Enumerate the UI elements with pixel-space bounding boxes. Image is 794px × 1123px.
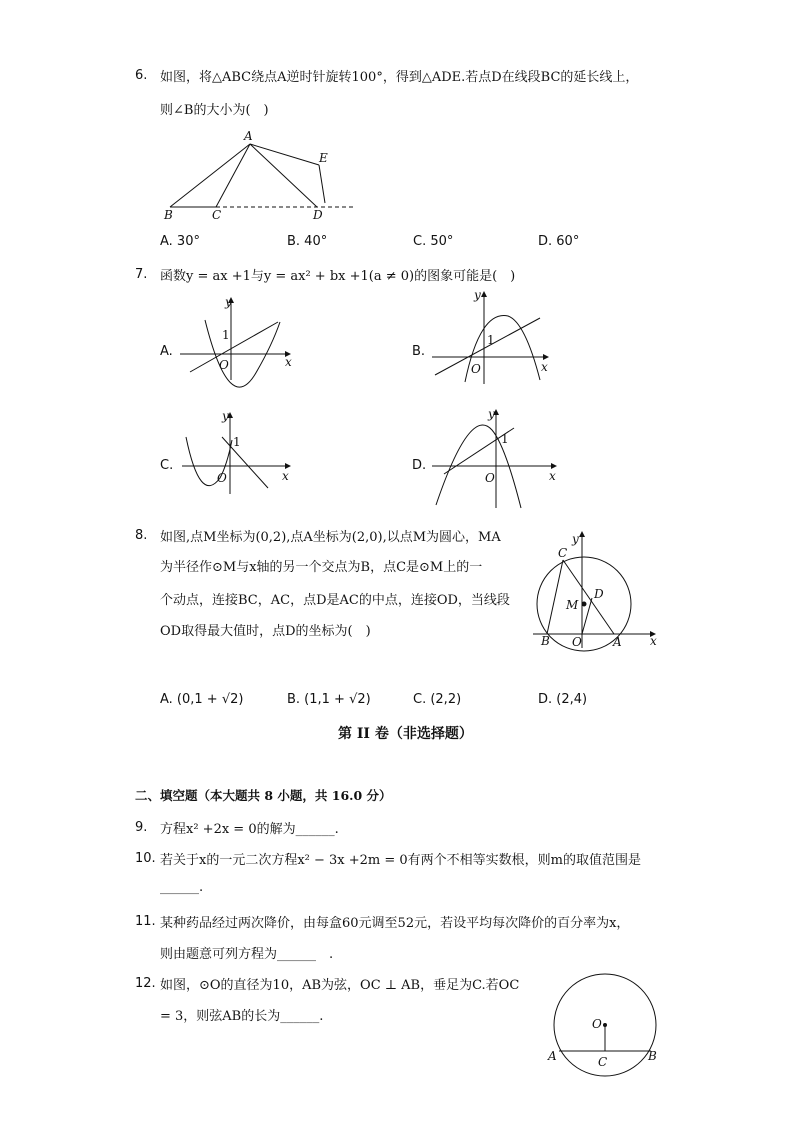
q6-option-d[interactable]: D. 60° (538, 234, 580, 249)
q12-line2[interactable]: = 3，则弦AB的长为______. (160, 1009, 324, 1024)
q8-label-M: M (566, 598, 579, 612)
q10-number: 10. (135, 851, 156, 866)
part2-title: 第 II 卷（非选择题） (338, 726, 473, 742)
q6-line2: 则∠B的大小为( ) (160, 103, 269, 118)
q11-line2[interactable]: 则由题意可列方程为______ . (160, 947, 334, 962)
q7b-one: 1 (487, 333, 495, 347)
q7-text: 函数y = ax +1与y = ax² + bx +1(a ≠ 0)的图象可能是( ) (160, 269, 516, 284)
q7d-x: x (549, 469, 556, 483)
section2-title: 二、填空题（本大题共 8 小题，共 16.0 分） (135, 788, 392, 803)
q7-option-d[interactable]: D. (412, 458, 427, 473)
q12-label-O: O (592, 1017, 602, 1031)
q7d-o: O (485, 471, 495, 485)
q7a-x: x (285, 355, 292, 369)
q12-label-B: B (648, 1049, 657, 1063)
q7c-y: y (222, 409, 229, 423)
q7d-y: y (488, 407, 495, 421)
q7a-o: O (219, 358, 229, 372)
q8-line2: 为半径作⊙M与x轴的另一个交点为B，点C是⊙M上的一 (160, 560, 483, 575)
q7b-x: x (541, 360, 548, 374)
q8-line3: 个动点，连接BC，AC，点D是AC的中点，连接OD，当线段 (160, 593, 510, 608)
q9-number: 9. (135, 820, 148, 835)
q6-label-D: D (313, 208, 323, 222)
q7b-o: O (471, 362, 481, 376)
q6-label-A: A (244, 129, 253, 143)
q7c-x: x (282, 469, 289, 483)
q8-label-O: O (572, 635, 582, 649)
q7-option-a[interactable]: A. (160, 344, 173, 359)
q7c-one: 1 (233, 435, 241, 449)
q7a-y: y (225, 295, 232, 309)
q12-line1: 如图，⊙O的直径为10，AB为弦，OC ⊥ AB，垂足为C.若OC (160, 978, 520, 993)
q7-option-b[interactable]: B. (412, 344, 426, 359)
q6-number: 6. (135, 68, 148, 83)
q7b-y: y (474, 288, 481, 302)
q12-label-A: A (548, 1049, 557, 1063)
q8-label-C: C (558, 546, 568, 560)
q6-line1: 如图，将△ABC绕点A逆时针旋转100°，得到△ADE.若点D在线段BC的延长线上， (160, 70, 639, 85)
q10-line1: 若关于x的一元二次方程x² − 3x +2m = 0有两个不相等实数根，则m的取值范围是 (160, 853, 642, 868)
q12-number: 12. (135, 976, 156, 991)
q12-label-C: C (598, 1055, 608, 1069)
q8-label-x: x (650, 634, 657, 648)
q8-number: 8. (135, 528, 148, 543)
q8-label-B: B (541, 634, 550, 648)
q7a-one: 1 (222, 328, 230, 342)
q8-option-a[interactable]: A. (0,1 + √2) (160, 692, 244, 707)
q6-option-c[interactable]: C. 50° (413, 234, 454, 249)
q6-option-b[interactable]: B. 40° (287, 234, 328, 249)
q8-line1: 如图,点M坐标为(0,2),点A坐标为(2,0),以点M为圆心，MA (160, 530, 501, 545)
q8-label-D: D (594, 587, 604, 601)
q8-option-b[interactable]: B. (1,1 + √2) (287, 692, 371, 707)
q9-text[interactable]: 方程x² +2x = 0的解为______. (160, 822, 339, 837)
q8-option-d[interactable]: D. (2,4) (538, 692, 588, 707)
q6-label-B: B (164, 208, 173, 222)
q7-number: 7. (135, 267, 148, 282)
q6-label-C: C (212, 208, 222, 222)
q8-option-c[interactable]: C. (2,2) (413, 692, 462, 707)
q8-line4: OD取得最大值时，点D的坐标为( ) (160, 624, 371, 639)
q7-option-c[interactable]: C. (160, 458, 174, 473)
q10-line2[interactable]: ______. (160, 880, 204, 895)
q6-option-a[interactable]: A. 30° (160, 234, 200, 249)
q8-label-A: A (613, 635, 622, 649)
q6-label-E: E (319, 151, 328, 165)
q11-number: 11. (135, 914, 156, 929)
q7d-one: 1 (501, 432, 509, 446)
q11-line1: 某种药品经过两次降价，由每盒60元调至52元，若设平均每次降价的百分率为x， (160, 916, 630, 931)
q8-label-y: y (572, 532, 579, 546)
q7c-o: O (217, 471, 227, 485)
